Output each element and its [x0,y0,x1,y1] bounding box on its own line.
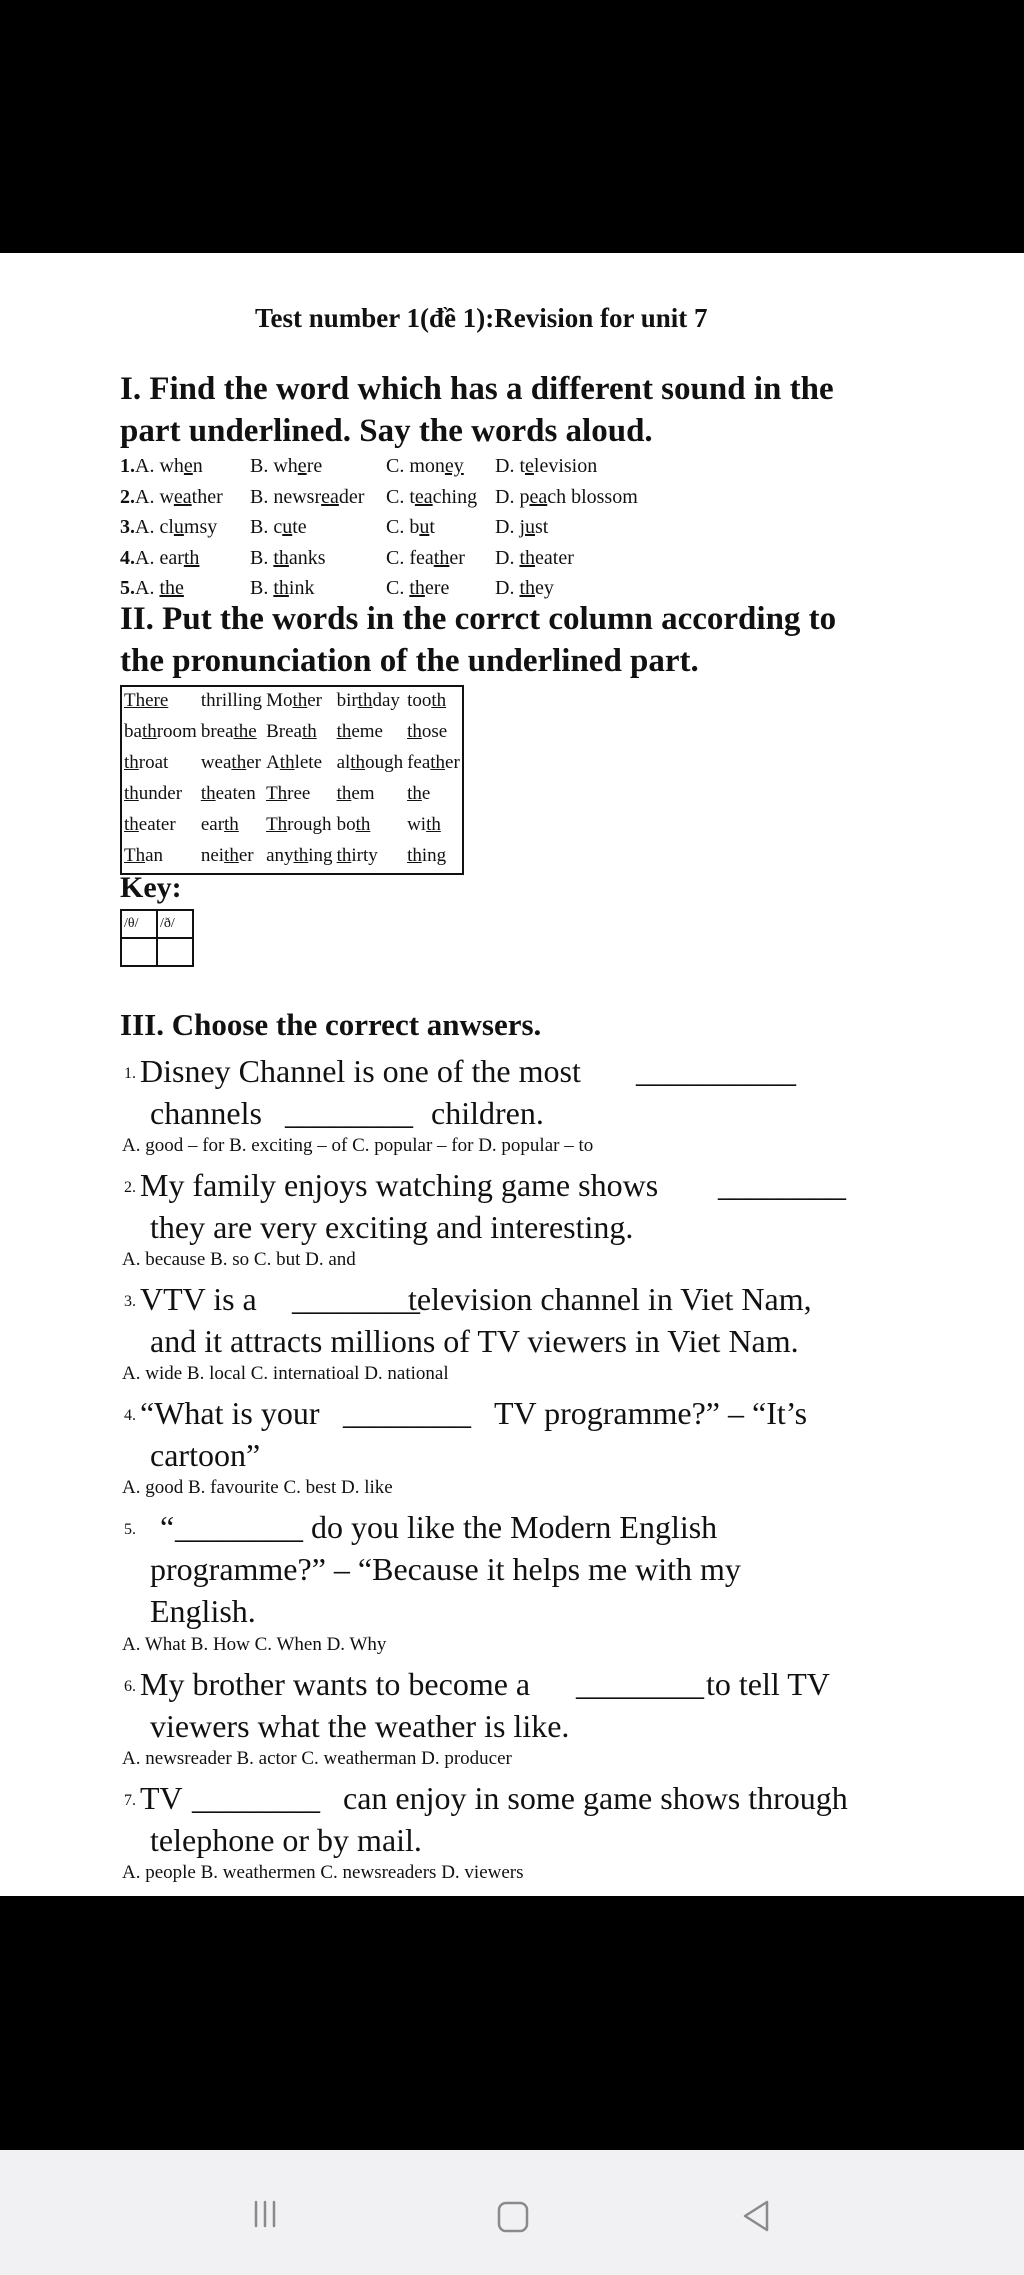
answer-blank: ________ [292,1281,420,1317]
question-text: children. [431,1095,544,1131]
question-text: VTV is a [140,1281,257,1317]
answer-options: A. What B. How C. When D. Why [122,1634,387,1655]
word-cell [335,811,406,842]
word-part: ear [200,814,225,835]
word-part: er [246,752,261,773]
word-cell [335,718,406,749]
word-part: ose [421,721,448,742]
word-part: A. cl [135,516,174,538]
word-part: ther [191,485,223,508]
page-title: Test number 1(đề 1):Revision for unit 7 [255,303,708,333]
question-text: “What is your [140,1395,320,1431]
key-cell [121,938,157,966]
question-text: viewers what the weather is like. [150,1708,570,1744]
question-number: 7. [124,1792,136,1809]
word-part: B. [250,577,274,599]
word-part: ink [288,577,315,599]
word-cell [405,686,463,718]
word-part: ough [365,752,404,773]
word-part: eater [535,546,574,569]
navigation-bar [0,2150,1024,2275]
word-part: B. newsr [250,485,322,508]
table-row [121,749,463,780]
answer-blank: __________ [636,1053,796,1089]
word-part: day [372,690,400,711]
answer-blank: ________ [576,1666,704,1702]
answer-options: A. because B. so C. but D. and [122,1249,356,1270]
underlined-part: ea [414,485,433,508]
word-part: eaten [215,783,256,804]
word-part: too [407,690,432,711]
word-cell [121,842,199,874]
question-number: 5. [124,1521,136,1538]
word-part: fea [407,752,431,773]
word-cell [121,749,199,780]
word-part: an [145,845,164,866]
question-text: television channel in Viet Nam, [408,1281,812,1317]
underlined-part: the [233,721,257,742]
word-part: brea [200,721,234,742]
word-part: e [421,783,431,804]
underlined-part: th [407,721,422,742]
underlined-part: th [426,814,441,835]
underlined-part: u [282,516,293,538]
underlined-part: e [297,455,307,477]
option-c [386,455,464,478]
word-part: ing [421,845,447,866]
word-part: al [336,752,351,773]
word-part: ing [308,845,333,866]
word-part: C. t [386,485,415,508]
underlined-part: th [433,546,450,569]
key-table [120,909,194,967]
word-cell [405,780,463,811]
option-b [250,577,314,600]
word-cell [199,780,264,811]
option-a [135,455,203,478]
word-part: room [156,721,197,742]
underlined-part: th [224,845,239,866]
option-c [386,547,465,570]
underlined-part: th [183,546,200,569]
word-part: msy [183,516,218,538]
key-header-eth: /ð/ [157,910,193,938]
question-text: and it attracts millions of TV viewers in Viet Nam. [150,1323,799,1359]
word-part: B. c [250,516,283,538]
answer-options: A. wide B. local C. internatioal D. national [122,1363,449,1384]
underlined-part: th [336,845,352,866]
table-row [121,686,463,718]
option-a [135,577,184,600]
question-text: to tell TV [706,1666,830,1702]
underlined-part: th [336,721,352,742]
word-part: irty [351,845,378,866]
word-cell [335,780,406,811]
word-part: D. t [495,455,525,477]
question-number: 2. [124,1179,136,1196]
underlined-part: the [159,577,184,599]
word-part: wea [200,752,232,773]
word-cell [121,780,199,811]
word-part: lete [294,752,323,773]
word-part: A. w [135,485,174,508]
underlined-part: Th [124,845,146,866]
word-cell [199,749,264,780]
section1-heading-line1: I. Find the word which has a different sound in the [120,371,834,407]
word-cell [264,780,335,811]
word-part: B. [250,546,274,569]
underlined-part: e [183,455,193,477]
underlined-part: th [124,783,139,804]
underlined-part: th [357,690,373,711]
question-text: Disney Channel is one of the most [140,1053,581,1089]
answer-options: A. good B. favourite C. best D. like [122,1477,393,1498]
table-row [121,780,463,811]
question-text: My family enjoys watching game shows [140,1167,659,1203]
option-d [495,455,597,478]
underlined-part: th [301,721,317,742]
word-part: C. [386,577,410,599]
option-c [386,516,435,539]
option-d [495,486,638,509]
question-text: can enjoy in some game shows through [343,1780,848,1816]
answer-blank: ________ [285,1095,413,1131]
word-cell [121,686,199,718]
word-part: D. [495,546,520,569]
word-part: ree [287,783,311,804]
question-text: English. [150,1593,256,1629]
word-cell [121,811,199,842]
word-cell [199,842,264,874]
word-part: ey [535,577,554,599]
word-part: eater [138,814,176,835]
word-part: st [535,516,549,538]
answer-blank: ________ [175,1509,303,1545]
word-part: ch blossom [547,485,638,508]
word-part: er [445,752,460,773]
word-part: nei [200,845,225,866]
underlined-part: th [292,690,308,711]
underlined-part: th [519,577,536,599]
question-text: “ [160,1509,175,1545]
worksheet-page [0,253,1024,1896]
word-part: ba [124,721,142,742]
underlined-part: th [273,546,289,569]
underlined-part: th [430,752,446,773]
recent-apps-icon[interactable] [252,2198,278,2235]
word-part: rough [287,814,332,835]
word-cell [335,842,406,874]
option-c [386,577,449,600]
word-part: A [266,752,280,773]
word-cell [335,686,406,718]
word-cell [335,749,406,780]
underlined-part: th [124,752,139,773]
underlined-part: th [273,577,289,599]
word-part: Mo [266,690,293,711]
word-part: D. p [495,485,530,508]
option-b [250,547,326,570]
word-part: eme [351,721,383,742]
word-part: re [306,455,323,477]
answer-blank: ________ [718,1167,846,1203]
item-number: 3. [120,516,135,538]
word-cell [264,718,335,749]
underlined-part: th [355,814,371,835]
underlined-part: e [525,455,534,477]
answer-blank: ________ [343,1395,471,1431]
underlined-part: th [224,814,239,835]
underlined-part: Th [266,783,288,804]
question-number: 6. [124,1678,136,1695]
word-cell [264,686,335,718]
table-row [121,842,463,874]
underlined-part: th [519,546,536,569]
section2-heading-line1: II. Put the words in the corrct column according to [120,601,837,637]
table-row [121,811,463,842]
word-part: er [307,690,323,711]
word-part: C. b [386,516,420,538]
option-b [250,516,307,539]
option-b [250,486,364,509]
option-d [495,577,554,600]
underlined-part: th [407,845,422,866]
word-part: ere [424,577,450,599]
underlined-part: th [409,577,425,599]
answer-options: A. good – for B. exciting – of C. popular – for D. popular – to [122,1135,594,1156]
word-part: er [449,546,465,569]
question-text: telephone or by mail. [150,1822,422,1858]
item-number: 2. [120,485,135,508]
option-a [135,486,223,509]
word-cell [264,842,335,874]
item-number: 1. [120,455,135,477]
underlined-part: th [350,752,366,773]
word-part: bo [336,814,356,835]
word-part: A. wh [135,455,184,477]
option-b [250,455,322,478]
option-a [135,516,217,539]
item-number: 4. [120,546,135,569]
underlined-part: th [141,721,157,742]
question-number: 1. [124,1065,136,1082]
underlined-part: th [407,783,422,804]
underlined-part: thrilling [200,690,263,711]
underlined-part: th [431,690,447,711]
key-header-theta: /θ/ [121,910,157,938]
word-cell [199,811,264,842]
word-part: er [238,845,254,866]
word-cell [264,811,335,842]
question-number: 3. [124,1293,136,1310]
section1-heading-line2: part underlined. Say the words aloud. [120,413,653,449]
underlined-part: ea [173,485,192,508]
word-part: C. fea [386,546,434,569]
word-cell [121,718,199,749]
word-part: D. [495,577,520,599]
underlined-part: ea [321,485,339,508]
word-cell [405,749,463,780]
word-part: any [266,845,294,866]
word-part: t [429,516,435,538]
underlined-part: th [124,814,139,835]
underlined-part: u [173,516,184,538]
underlined-part: ey [444,455,464,477]
word-part: C. mon [386,455,445,477]
question-text: TV programme?” – “It’s [494,1395,808,1431]
word-cell [199,718,264,749]
underlined-part: th [336,783,352,804]
option-a [135,547,199,570]
item-number: 5. [120,577,135,599]
key-cell [157,938,193,966]
word-part: wi [407,814,427,835]
question-text: do you like the Modern English [311,1509,718,1545]
word-part: bir [336,690,358,711]
option-d [495,516,548,539]
word-cell [405,811,463,842]
section3-heading: III. Choose the correct anwsers. [120,1007,542,1042]
question-text: cartoon” [150,1437,261,1473]
underlined-part: There [124,690,169,711]
underlined-part: u [419,516,430,538]
underlined-part: ea [529,485,548,508]
word-part: roat [138,752,169,773]
underlined-part: th [200,783,216,804]
option-d [495,547,574,570]
word-part: under [138,783,183,804]
underlined-part: th [231,752,247,773]
word-cell [405,842,463,874]
word-cell [199,686,264,718]
underlined-part: u [525,516,535,538]
question-text: channels [150,1095,262,1131]
table-row [121,718,463,749]
word-part: der [338,485,365,508]
question-text: they are very exciting and interesting. [150,1209,634,1245]
word-part: A. [135,577,160,599]
word-cell [405,718,463,749]
word-cell [264,749,335,780]
word-table [120,685,464,875]
underlined-part: th [279,752,295,773]
word-part: n [192,455,203,477]
word-part: B. wh [250,455,298,477]
underlined-part: th [293,845,309,866]
word-part: A. ear [135,546,184,569]
key-label: Key: [120,871,182,904]
word-part: Brea [266,721,302,742]
word-part: em [351,783,375,804]
underlined-part: Th [266,814,288,835]
question-number: 4. [124,1407,136,1424]
answer-options: A. newsreader B. actor C. weatherman D. producer [122,1748,512,1769]
back-icon[interactable] [740,2198,772,2239]
answer-blank: ________ [192,1780,320,1816]
word-part: te [292,516,307,538]
question-text: TV [140,1780,183,1816]
question-text: My brother wants to become a [140,1666,531,1702]
question-text: programme?” – “Because it helps me with my [150,1551,741,1587]
word-part: levision [533,455,598,477]
home-icon[interactable] [496,2200,530,2239]
word-part: ching [432,485,478,508]
option-c [386,486,477,509]
word-part: D. j [495,516,525,538]
word-part: anks [288,546,326,569]
section2-heading-line2: the pronunciation of the underlined part. [120,643,699,679]
answer-options: A. people B. weathermen C. newsreaders D. viewers [122,1862,524,1883]
